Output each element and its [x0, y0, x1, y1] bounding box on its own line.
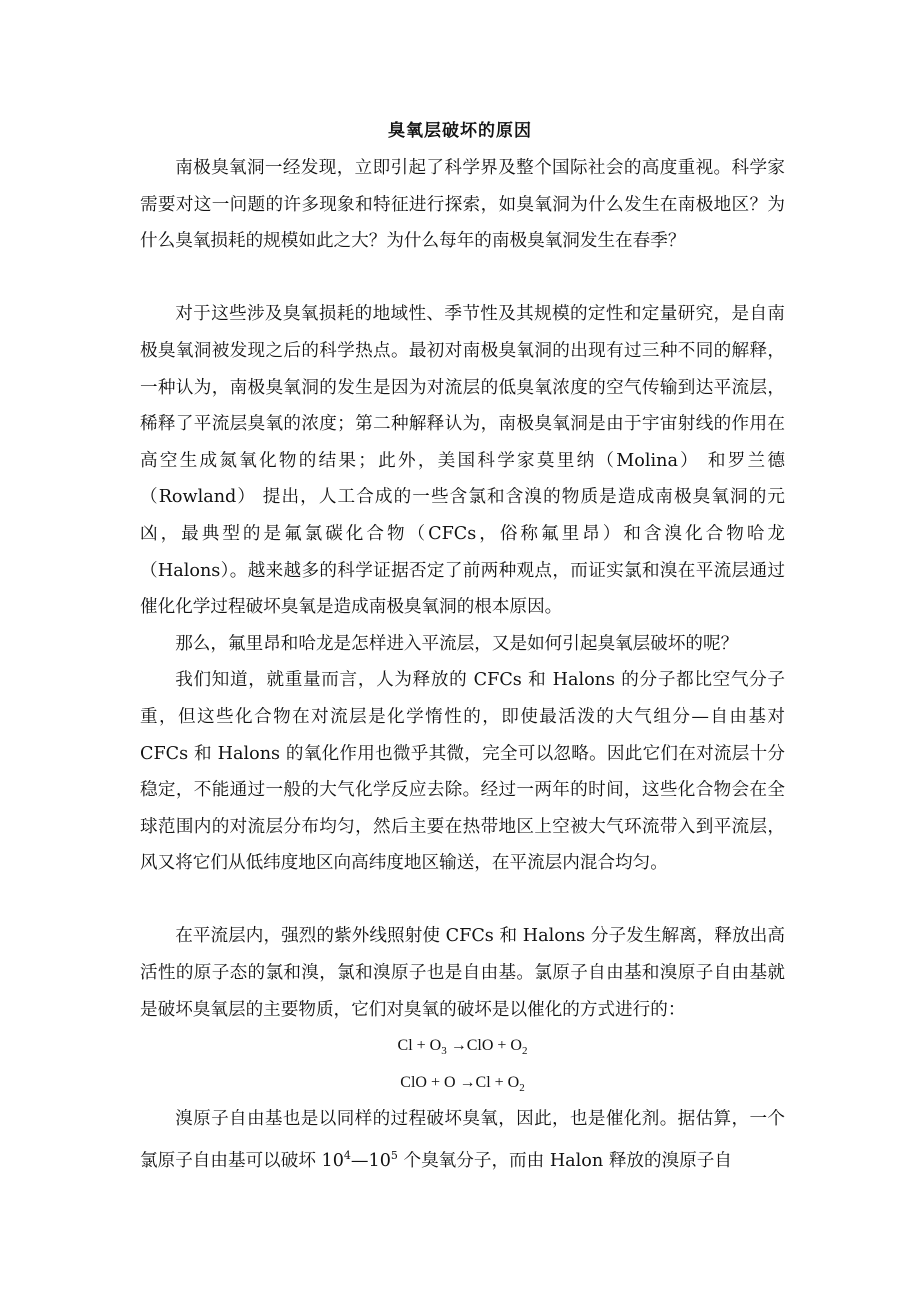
- reaction-arrow-icon: →: [459, 1073, 476, 1091]
- paragraph-6-part-c: 个臭氧分子，而由 Halon 释放的溴原子自: [397, 1150, 732, 1171]
- paragraph-1: 南极臭氧洞一经发现，立即引起了科学界及整个国际社会的高度重视。科学家需要对这一问题的许多现象和特征进行探索，如臭氧洞为什么发生在南极地区？为什么臭氧损耗的规模如此之大？为什么每年的南极臭氧洞发生在春季？: [140, 158, 785, 252]
- equation-1-rhs: ClO + O: [466, 1037, 522, 1055]
- page-title: 臭氧层破坏的原因: [388, 121, 532, 141]
- equation-block: [140, 1028, 785, 1101]
- paragraph-2: 对于这些涉及臭氧损耗的地域性、季节性及其规模的定性和定量研究，是自南极臭氧洞被发现之后的科学热点。最初对南极臭氧洞的出现有过三种不同的解释，一种认为，南极臭氧洞的发生是因为对流层的低臭氧浓度的空气传输到达平流层，稀释了平流层臭氧的浓度；第二种解释认为，南极臭氧洞是由于宇宙射线的作用在高空生成氮氧化物的结果；此外，美国科学家莫里纳（Molina） 和罗兰德（Rowland） 提出，人工合成的一些含氯和含溴的物质是造成南极臭氧洞的元凶，最典型的是氟氯碳化合物（CFCs，俗称氟里昂）和含溴化合物哈龙（Halons）。越来越多的科学证据否定了前两种观点，而证实氯和溴在平流层通过催化化学过程破坏臭氧是造成南极臭氧洞的根本原因。: [140, 304, 785, 618]
- equation-1-lhs-subscript: 3: [441, 1045, 447, 1058]
- paragraph-6: [140, 1101, 785, 1179]
- reaction-arrow-icon: →: [450, 1037, 467, 1055]
- paragraph-gap: [140, 882, 785, 919]
- paragraph-6-part-a: 溴原子自由基也是以同样的过程破坏臭氧，因此，也是催化剂。据估算，一个氯原子自由基可以破坏 10: [140, 1109, 785, 1171]
- equation-2-lhs: ClO + O: [400, 1073, 456, 1091]
- equation-2: [140, 1065, 785, 1102]
- equation-1: [140, 1028, 785, 1065]
- equation-2-rhs: Cl + O: [475, 1073, 520, 1091]
- paragraph-gap: [140, 260, 785, 297]
- equation-2-rhs-subscript: 2: [519, 1082, 525, 1095]
- equation-1-lhs: Cl + O: [397, 1037, 442, 1055]
- paragraph-4: 我们知道，就重量而言，人为释放的 CFCs 和 Halons 的分子都比空气分子重，但这些化合物在对流层是化学惰性的，即使最活泼的大气组分—自由基对 CFCs 和 Halons 的氧化作用也微乎其微，完全可以忽略。因此它们在对流层十分稳定，不能通过一般的大气化学反应去除。经过一两年的时间，这些化合物会在全球范围内的对流层分布均匀，然后主要在热带地区上空被大气环流带入到平流层，风又将它们从低纬度地区向高纬度地区输送，在平流层内混合均匀。: [140, 670, 785, 874]
- exponent-2: 5: [390, 1149, 398, 1163]
- equation-1-rhs-subscript: 2: [521, 1045, 528, 1058]
- paragraph-5: 在平流层内，强烈的紫外线照射使 CFCs 和 Halons 分子发生解离，释放出高活性的原子态的氯和溴，氯和溴原子也是自由基。氯原子自由基和溴原子自由基就是破坏臭氧层的主要物质，它们对臭氧的破坏是以催化的方式进行的：: [140, 926, 785, 1020]
- paragraph-6-part-b: —10: [350, 1150, 391, 1171]
- paragraph-3: 那么，氟里昂和哈龙是怎样进入平流层，又是如何引起臭氧层破坏的呢？: [175, 633, 739, 654]
- document-body: [140, 150, 785, 1179]
- exponent-1: 4: [343, 1149, 351, 1163]
